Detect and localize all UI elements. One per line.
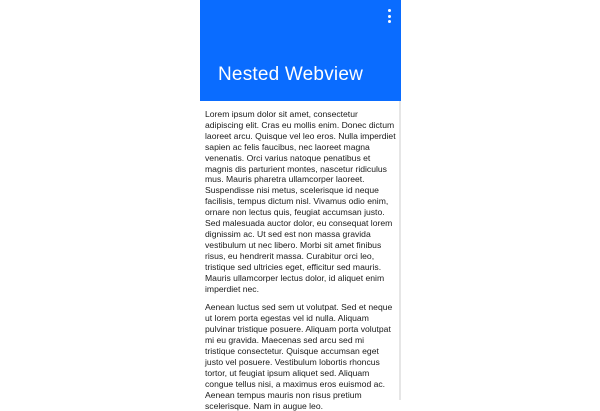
nested-webview[interactable] — [200, 101, 401, 411]
more-vert-icon[interactable] — [385, 9, 393, 23]
scroll-edge — [399, 101, 401, 400]
app-bar — [200, 0, 401, 101]
phone-screen — [200, 0, 401, 411]
menu-dot — [388, 15, 391, 18]
webview-paragraph: Lorem ipsum dolor sit amet, consectetur adipiscing elit. Cras eu mollis enim. Donec dictum laoreet arcu. Quisque vel leo eros. Nulla imperdiet sapien ac felis faucibus, nec laoreet magna venenatis. Orci varius natoque penatibus et magnis dis parturient montes, nascetur ridiculus mus. Mauris pharetra ullamcorper laoreet. Suspendisse nisi metus, scelerisque id neque facilisis, tempus dictum nisl. Vivamus odio enim, ornare non lectus quis, feugiat accumsan justo. Sed malesuada auctor dolor, eu consequat lorem dignissim ac. Ut sed est non massa gravida vestibulum ut nec libero. Morbi sit amet finibus risus, eu hendrerit massa. Curabitur orci leo, tristique sed ultricies eget, efficitur sed mauris. Mauris ullamcorper lectus dolor, id aliquet enim imperdiet nec. — [205, 109, 396, 294]
app-title: Nested Webview — [218, 64, 364, 85]
webview-paragraph: Aenean luctus sed sem ut volutpat. Sed et neque ut lorem porta egestas vel id nulla. Aliquam pulvinar tristique posuere. Aliquam porta volutpat mi eu gravida. Maecenas sed arcu sed mi tristique consectetur. Quisque accumsan eget justo vel posuere. Vestibulum lobortis rhoncus tortor, ut feugiat ipsum aliquet sed. Aliquam congue tellus nisi, a maximus eros euismod ac. Aenean tempus mauris non risus pretium scelerisque. Nam in augue leo. — [205, 302, 393, 411]
menu-dot — [388, 9, 391, 12]
menu-dot — [388, 20, 391, 23]
